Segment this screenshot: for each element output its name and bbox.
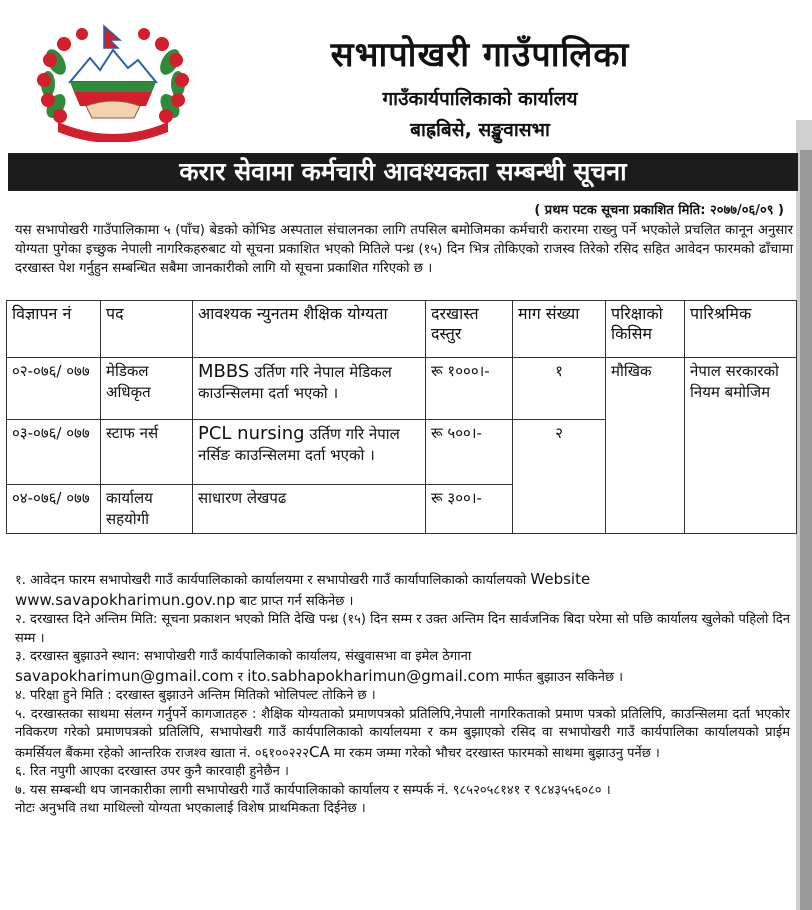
col-header-qualification: आवश्यक न्युनतम शैक्षिक योग्यता bbox=[193, 301, 426, 358]
note-1: १. आवेदन फारम सभापोखरी गाउँ कार्यपालिकाको कार्यालयमा र सभापोखरी गाउँ कार्यापालिकाको कार्यालयको Website www.savapokharimun.gov.np बाट प्राप्त गर्न सकिनेछ । bbox=[15, 570, 591, 609]
cell-count: १ bbox=[513, 358, 606, 420]
note-6: ६. रित नपुगी आएका दरखास्त उपर कुनै कारवाही हुनेछैन । bbox=[15, 764, 289, 779]
notes-section bbox=[15, 570, 790, 819]
note-4: ४. परिक्षा हुने मिति : दरखास्त बुझाउने अन्तिम मितिको भोलिपल्ट तोकिने छ । bbox=[15, 688, 376, 703]
col-header-count: माग संख्या bbox=[513, 301, 606, 358]
cell-salary: नेपाल सरकारको नियम बमोजिम bbox=[685, 358, 797, 534]
col-header-fee: दरखास्त दस्तुर bbox=[426, 301, 513, 358]
note-7: ७. यस सम्बन्धी थप जानकारीका लागी सभापोखरी गाउँ कार्यपालिकाको कार्यालय र सम्पर्क नं. ९८५२०५८१४१ र ९८४३५५६०८० । bbox=[15, 782, 611, 798]
qualification-degree: PCL nursing bbox=[198, 423, 305, 444]
table-header-row bbox=[7, 301, 797, 358]
note-3: ३. दरखास्त बुझाउने स्थान: सभापोखरी गाउँ कार्यपालिकाको कार्यालय, संखुवासभा वा इमेल ठेगाना savapokharimun@gmail.com र ito.sabhapokharimun@gmail.com मार्फत बुझाउन सकिनेछ । bbox=[15, 649, 624, 685]
notice-title-banner: करार सेवामा कर्मचारी आवश्यकता सम्बन्धी सूचना bbox=[8, 153, 798, 191]
qualification-degree: MBBS bbox=[198, 361, 250, 382]
cell-post: कार्यालय सहयोगी bbox=[101, 485, 193, 534]
cell-qualification: साधारण लेखपढ bbox=[193, 485, 426, 534]
col-header-post: पद bbox=[101, 301, 193, 358]
cell-ad-no: ०२-०७६/ ०७७ bbox=[7, 358, 101, 420]
qualification-detail: उर्तिण गरि नेपाल मेडिकल काउन्सिलमा दर्ता भएको । bbox=[198, 363, 392, 402]
table-row bbox=[7, 358, 797, 420]
cell-count: २ bbox=[513, 420, 606, 534]
note-2: २. दरखास्त दिने अन्तिम मिति: सूचना प्रकाशन भएको मिति देखि पन्ध्र (१५) दिन सम्म र उक्त अन्तिम दिन सार्वजनिक बिदा परेमा सो पछि कार्यालय खुलेको पहिलो दिन सम्म । bbox=[15, 612, 790, 646]
page-edge-shadow-dark bbox=[800, 150, 812, 910]
cell-ad-no: ०३-०७६/ ०७७ bbox=[7, 420, 101, 485]
website-label: Website bbox=[530, 570, 591, 588]
qualification-detail: उर्तिण गरि नेपाल नर्सिङ काउन्सिलमा दर्ता भएको । bbox=[198, 425, 400, 464]
cell-post: स्टाफ नर्स bbox=[101, 420, 193, 485]
email-link-1[interactable]: savapokharimun@gmail.com bbox=[15, 666, 234, 685]
cell-qualification bbox=[193, 358, 426, 420]
nepal-emblem-logo bbox=[34, 22, 192, 142]
first-published-date: ( प्रथम पटक सूचना प्रकाशित मिति: २०७७/०६/०९ ) bbox=[534, 203, 784, 218]
office-address: बाह्रबिसे, सङ्खुवासभा bbox=[410, 119, 550, 141]
cell-post: मेडिकल अधिकृत bbox=[101, 358, 193, 420]
cell-exam-type: मौखिक bbox=[606, 358, 685, 534]
cell-fee: रू ३००।- bbox=[426, 485, 513, 534]
note-footer: नोटः अनुभवि तथा माथिल्लो योग्यता भएकालाई विशेष प्राथमिकता दिईनेछ । bbox=[15, 801, 366, 816]
note-5: ५. दरखास्तका साथमा संलग्न गर्नुपर्ने कागजातहरु : शैक्षिक योग्यताको प्रमाणपत्रको प्रतिलिपि,नेपाली नागरिकताको प्रमाण पत्रको प्रतिलिपि, काउन्सिलमा दर्ता भएकोर नविकरण गरेको प्रमाणपत्रको प्रतिलिपि, सभापोखरी गाउँ कार्यपालिकाको कार्यालयमा र कम बुझाएको रसिद वा सभापोखरी गाउँ कार्यपालिका कार्यालयको प्राईम कमर्सियल बैंकमा रहेको आन्तरिक राजश्व खाता नं. ०६१००२२२CA मा रकम जम्मा गरेको भौचर दरखास्त फारमको साथमा बुझाउनु पर्नेछ । bbox=[15, 706, 790, 761]
website-link[interactable]: www.savapokharimun.gov.np bbox=[15, 590, 236, 609]
cell-fee: रू ५००।- bbox=[426, 420, 513, 485]
email-link-2[interactable]: ito.sabhapokharimun@gmail.com bbox=[247, 666, 500, 685]
intro-paragraph: यस सभापोखरी गाउँपालिकामा ५ (पाँच) बेडको कोभिड अस्पताल संचालनका लागि तपसिल बमोजिमका कर्मचारी करारमा राख्नु पर्ने भएकोले प्रचलित कानून अनुसार योग्यता पुगेका इच्छुक नेपाली नागरिकहरुबाट यो सूचना प्रकाशित भएको मितिले पन्ध्र (१५) दिन भित्र तोकिएको राजस्व तिरेको रसिद सहित आवेदन फारमको ढाँचामा दरखास्त पेश गर्नुहुन सम्बन्धित सबैमा जानकारीको लागि यो सूचना प्रकाशित गरिएको छ । bbox=[15, 223, 793, 276]
vacancy-table bbox=[6, 300, 797, 534]
cell-fee: रू १०००।- bbox=[426, 358, 513, 420]
org-name: सभापोखरी गाउँपालिका bbox=[330, 35, 630, 75]
account-suffix: CA bbox=[308, 742, 330, 761]
cell-ad-no: ०४-०७६/ ०७७ bbox=[7, 485, 101, 534]
col-header-ad-no: विज्ञापन नं bbox=[7, 301, 101, 358]
col-header-exam-type: परिक्षाको किसिम bbox=[606, 301, 685, 358]
cell-qualification bbox=[193, 420, 426, 485]
col-header-salary: पारिश्रमिक bbox=[685, 301, 797, 358]
office-name: गाउँकार्यपालिकाको कार्यालय bbox=[382, 88, 578, 110]
